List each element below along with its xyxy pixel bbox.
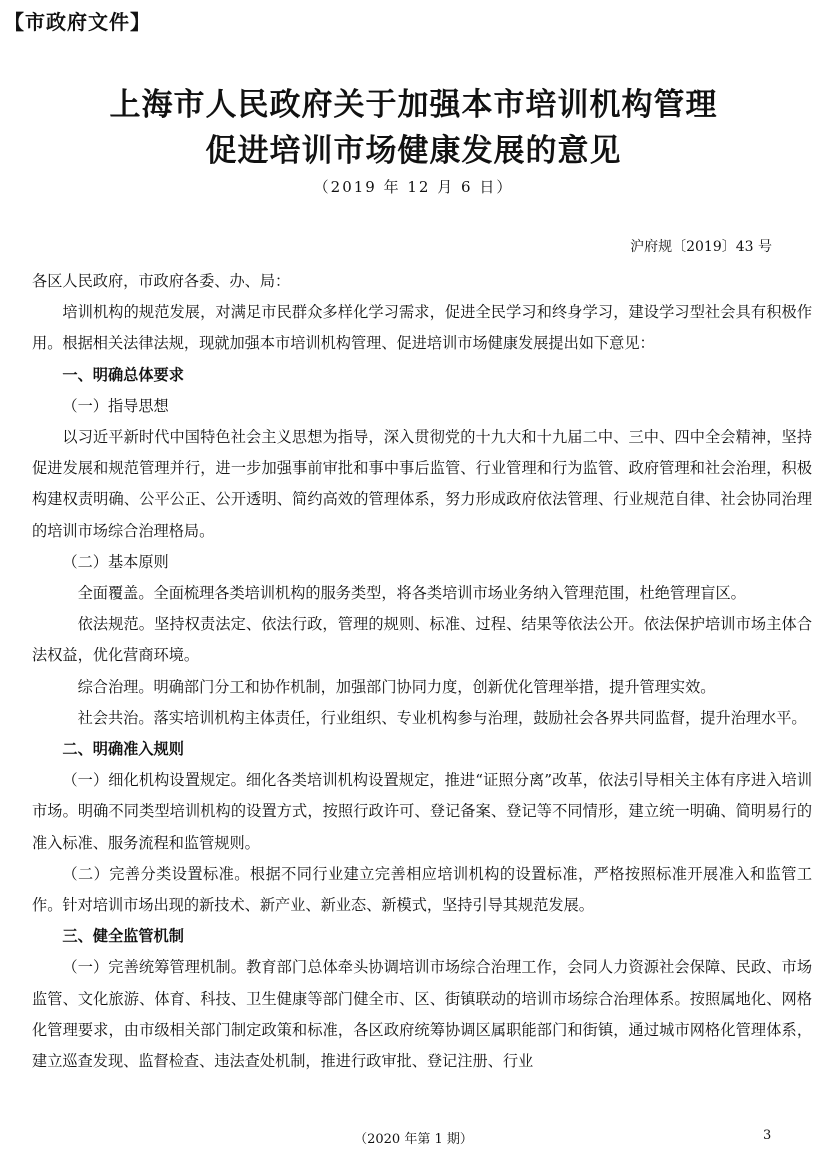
category-label: 【市政府文件】	[4, 10, 151, 34]
section-2-1-paragraph	[32, 765, 812, 859]
intro-paragraph: 培训机构的规范发展，对满足市民群众多样化学习需求，促进全民学习和终身学习，建设学习型社会具有积极作用。根据相关法律法规，现就加强本市培训机构管理、促进培训市场健康发展提出如下意见：	[32, 303, 812, 353]
section-2-1-text: 细化各类培训机构设置规定，推进“证照分离”改革，依法引导相关主体有序进入培训市场。明确不同类型培训机构的设置方式，按照行政许可、登记备案、登记等不同情形，建立统一明确、简明易行的准入标准、服务流程和监管规则。	[32, 771, 813, 852]
section-2-heading: 二、明确准入规则	[62, 740, 184, 759]
issue-label: （2020 年第 1 期）	[354, 1132, 473, 1147]
title-line-1: 上海市人民政府关于加强本市培训机构管理	[109, 87, 718, 123]
principle-comprehensive: 综合治理。明确部门分工和协作机制，加强部门协同力度，创新优化管理举措，提升管理实效。	[77, 677, 716, 696]
section-1-1-heading: （一）指导思想	[62, 396, 169, 415]
page-number: 3	[763, 1128, 772, 1143]
section-2-2-paragraph	[32, 859, 812, 921]
principle-social: 社会共治。落实培训机构主体责任，行业组织、专业机构参与治理，鼓励社会各界共同监督，提升治理水平。	[77, 708, 807, 727]
document-title	[0, 82, 827, 174]
section-2-2-text: 根据不同行业建立完善相应培训机构的设置标准，严格按照标准开展准入和监管工作。针对培训市场出现的新技术、新产业、新业态、新模式，坚持引导其规范发展。	[32, 864, 813, 915]
title-line-2: 促进培训市场健康发展的意见	[205, 133, 622, 169]
document-body	[32, 266, 812, 1077]
section-1-heading: 一、明确总体要求	[62, 365, 184, 384]
section-3-1-paragraph	[32, 952, 812, 1077]
document-number: 沪府规〔2019〕43 号	[630, 239, 772, 255]
section-3-heading: 三、健全监管机制	[62, 927, 184, 946]
section-3-1-text: 教育部门总体牵头协调培训市场综合治理工作，会同人力资源社会保障、民政、市场监管、文化旅游、体育、科技、卫生健康等部门健全市、区、街镇联动的培训市场综合治理体系。按照属地化、网格化管理要求，由市级相关部门制定政策和标准，各区政府统筹协调区属职能部门和街镇，通过城市网格化管理体系，建立巡查发现、监督检查、违法查处机制，推进行政审批、登记注册、行业	[32, 958, 813, 1071]
salutation: 各区人民政府，市政府各委、办、局：	[32, 272, 291, 290]
section-3-1-heading: （一）完善统筹管理机制。	[62, 958, 246, 977]
section-1-1-text: 以习近平新时代中国特色社会主义思想为指导，深入贯彻党的十九大和十九届二中、三中、四中全会精神，坚持促进发展和规范管理并行，进一步加强事前审批和事中事后监管、行业管理和行为监管、政府管理和社会治理，积极构建权责明确、公平公正、公开透明、简约高效的管理体系，努力形成政府依法管理、行业规范自律、社会协同治理的培训市场综合治理格局。	[32, 428, 812, 540]
section-2-2-heading: （二）完善分类设置标准。	[62, 864, 250, 883]
principle-law: 依法规范。坚持权责法定、依法行政，管理的规则、标准、过程、结果等依法公开。依法保护培训市场主体合法权益，优化营商环境。	[32, 615, 812, 665]
section-1-2-heading: （二）基本原则	[62, 552, 169, 571]
section-2-1-heading: （一）细化机构设置规定。	[62, 771, 246, 790]
document-date: （2019 年 12 月 6 日）	[313, 178, 514, 196]
principle-coverage: 全面覆盖。全面梳理各类培训机构的服务类型，将各类培训市场业务纳入管理范围，杜绝管理盲区。	[77, 584, 746, 603]
